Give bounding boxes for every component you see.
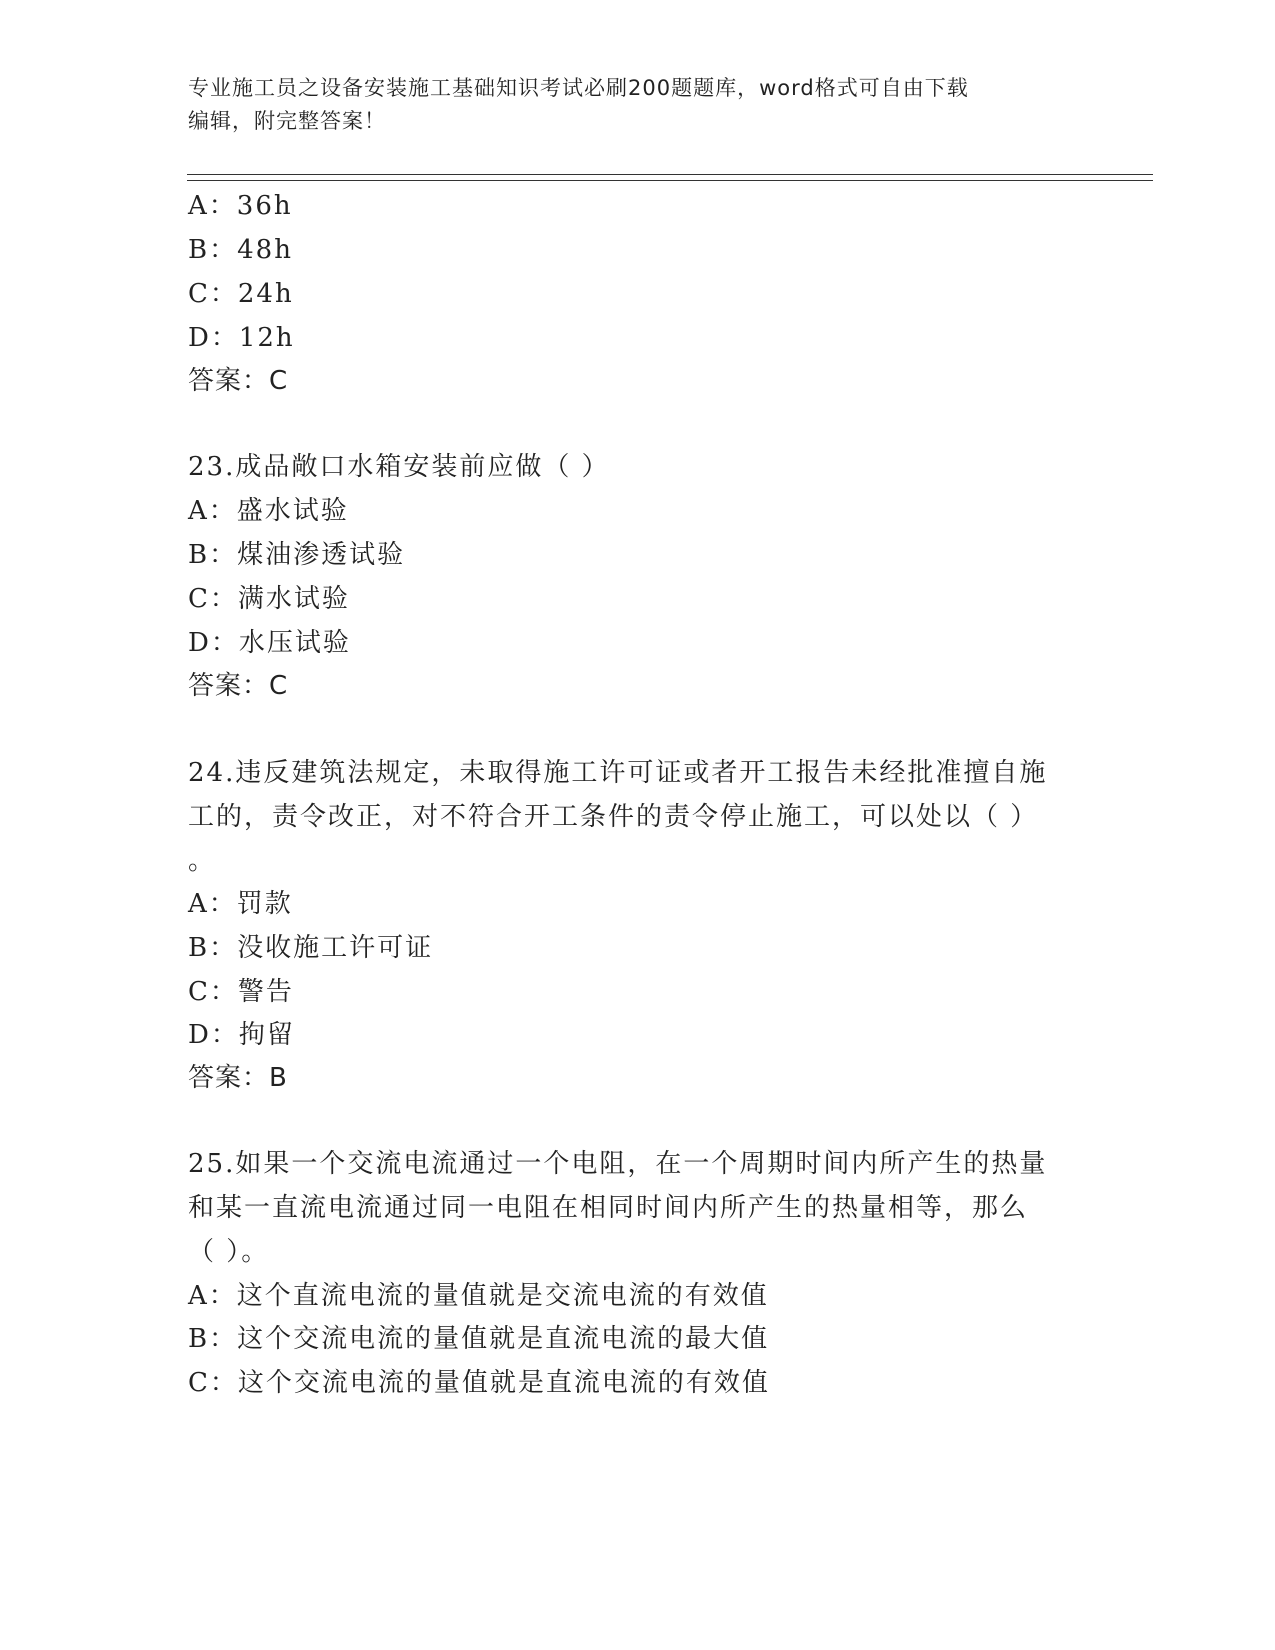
- q23-option-c: C：满水试验: [188, 584, 350, 614]
- q24-question-line-3: 。: [188, 846, 217, 876]
- header-rule-top: [187, 174, 1153, 175]
- q22-option-b: B：48h: [188, 235, 293, 265]
- header-line-2: 编辑，附完整答案！: [188, 109, 386, 133]
- q25-option-b: B：这个交流电流的量值就是直流电流的最大值: [188, 1324, 770, 1354]
- header-rule-bottom: [187, 180, 1153, 181]
- q23-option-a: A：盛水试验: [188, 496, 349, 526]
- q22-answer: 答案：C: [188, 366, 289, 396]
- q23-answer: 答案：C: [188, 671, 289, 701]
- q24-option-d: D：拘留: [188, 1020, 295, 1050]
- q22-option-d: D：12h: [188, 323, 295, 353]
- q24-question-line-2: 工的，责令改正，对不符合开工条件的责令停止施工，可以处以（ ）: [188, 802, 1039, 832]
- q24-question-line-1: 24.违反建筑法规定，未取得施工许可证或者开工报告未经批准擅自施: [188, 758, 1048, 788]
- q22-option-c: C：24h: [188, 279, 294, 309]
- q25-question-line-3: （ ）。: [188, 1237, 270, 1267]
- q22-option-a: A：36h: [188, 191, 293, 221]
- q25-option-c: C：这个交流电流的量值就是直流电流的有效值: [188, 1368, 770, 1398]
- q24-option-c: C：警告: [188, 977, 294, 1007]
- q25-question-line-2: 和某一直流电流通过同一电阻在相同时间内所产生的热量相等，那么: [188, 1193, 1029, 1223]
- q25-option-a: A：这个直流电流的量值就是交流电流的有效值: [188, 1281, 769, 1311]
- q23-option-d: D：水压试验: [188, 628, 351, 658]
- q24-option-a: A：罚款: [188, 889, 293, 919]
- header-line-1: 专业施工员之设备安装施工基础知识考试必刷200题题库，word格式可自由下载: [188, 76, 969, 100]
- q23-question: 23.成品敞口水箱安装前应做（ ）: [188, 452, 610, 482]
- document-header: [188, 72, 1068, 138]
- q25-question-line-1: 25.如果一个交流电流通过一个电阻，在一个周期时间内所产生的热量: [188, 1149, 1048, 1179]
- q24-answer: 答案：B: [188, 1063, 288, 1093]
- q24-option-b: B：没收施工许可证: [188, 933, 434, 963]
- q23-option-b: B：煤油渗透试验: [188, 540, 406, 570]
